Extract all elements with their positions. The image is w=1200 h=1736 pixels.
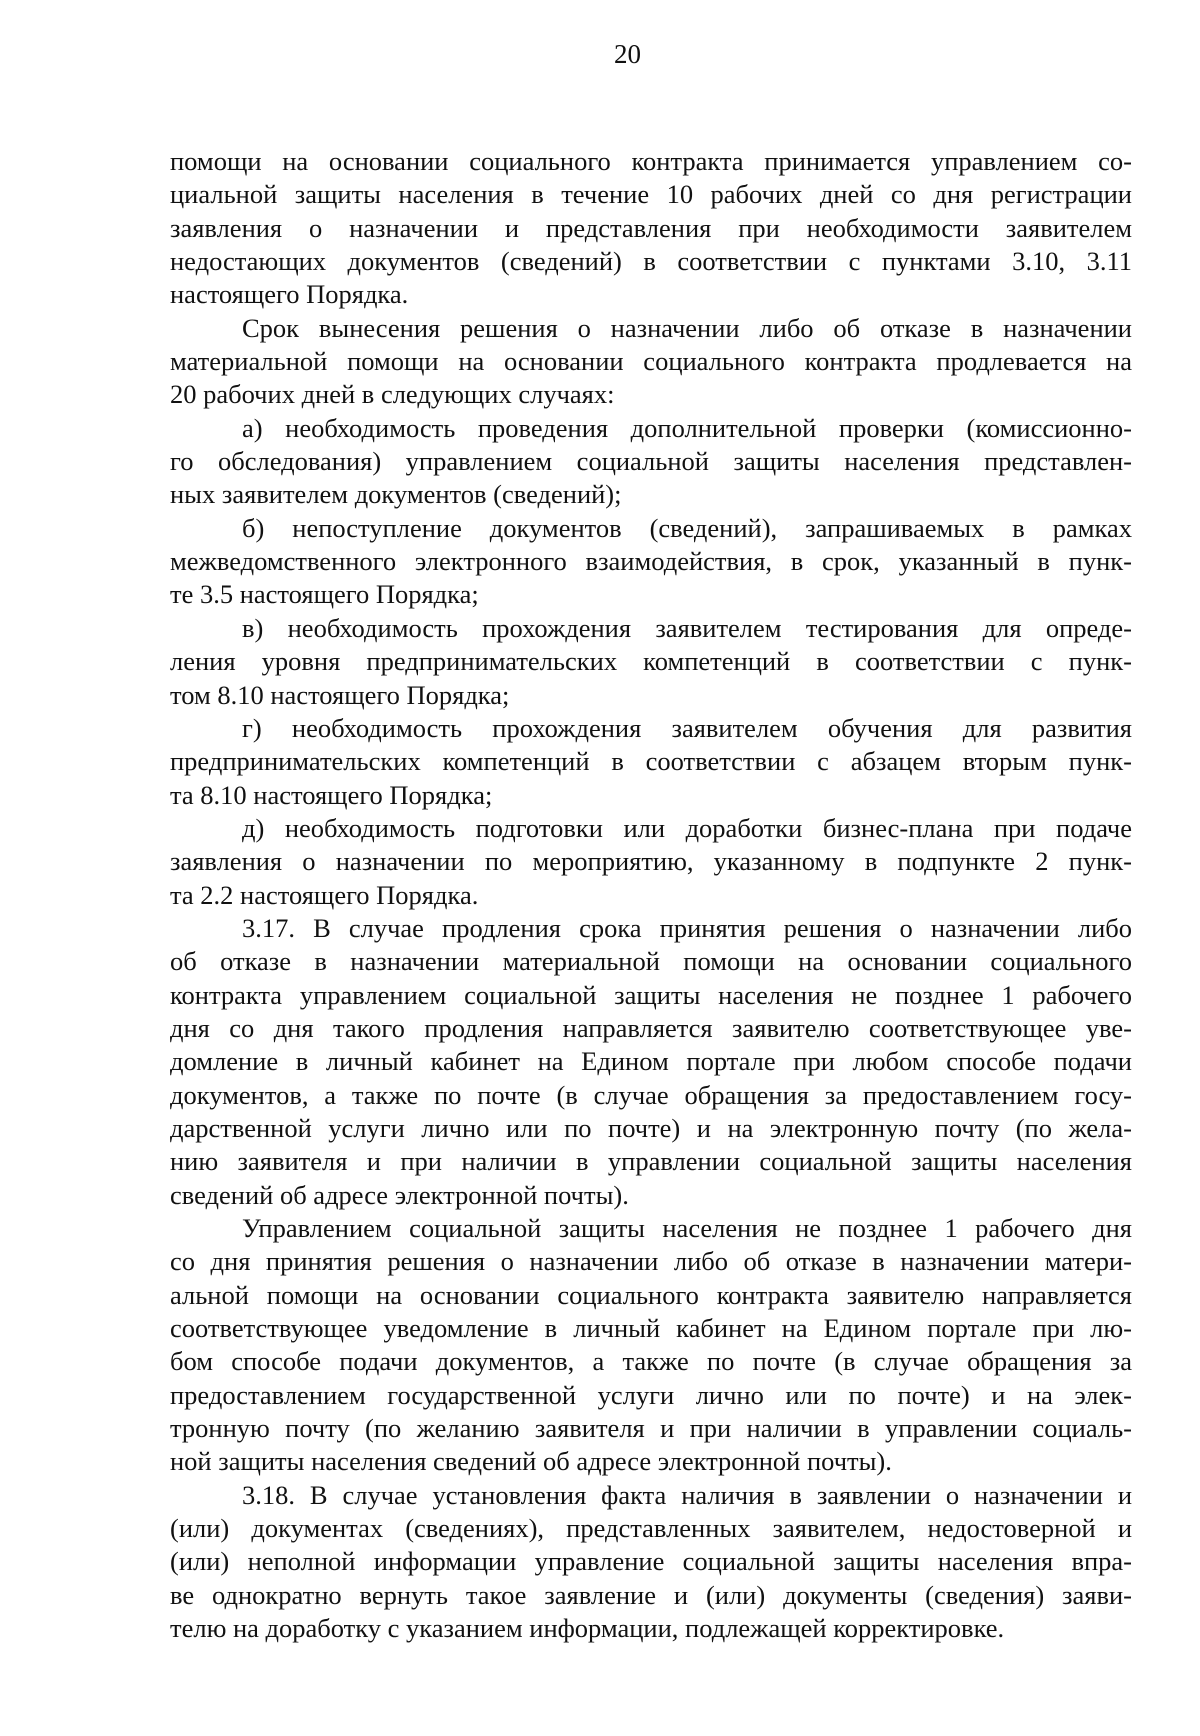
text-line: соответствующее уведомление в личный кабинет на Едином портале при лю- [170, 1313, 1132, 1344]
text-line: в) необходимость прохождения заявителем тестирования для опреде- [242, 612, 1132, 643]
text-line: ве однократно вернуть такое заявление и (или) документы (сведения) заяви- [170, 1579, 1132, 1610]
text-line: нию заявителя и при наличии в управлении социальной защиты населения [170, 1146, 1132, 1177]
text-line: 3.18. В случае установления факта наличия в заявлении о назначении и [242, 1479, 1132, 1510]
text-line: том 8.10 настоящего Порядка; [170, 679, 510, 710]
text-line: 3.17. В случае продления срока принятия решения о назначении либо [242, 912, 1132, 943]
text-line: предоставлением государственной услуги лично или по почте) и на элек- [170, 1379, 1132, 1410]
text-line: межведомственного электронного взаимодействия, в срок, указанный в пунк- [170, 546, 1132, 577]
document-body [170, 145, 1132, 1645]
text-line: об отказе в назначении материальной помощи на основании социального [170, 946, 1132, 977]
text-line: настоящего Порядка. [170, 279, 409, 310]
text-line: альной помощи на основании социального контракта заявителю направляется [170, 1279, 1132, 1310]
text-line: г) необходимость прохождения заявителем обучения для развития [242, 712, 1132, 743]
text-line: недостающих документов (сведений) в соответствии с пунктами 3.10, 3.11 [170, 246, 1132, 277]
text-line: б) непоступление документов (сведений), запрашиваемых в рамках [242, 512, 1132, 543]
text-line: ления уровня предпринимательских компетенций в соответствии с пунк- [170, 646, 1132, 677]
text-line: а) необходимость проведения дополнительной проверки (комиссионно- [242, 412, 1132, 443]
text-line: циальной защиты населения в течение 10 рабочих дней со дня регистрации [170, 179, 1132, 210]
text-line: дня со дня такого продления направляется заявителю соответствующее уве- [170, 1012, 1132, 1043]
text-line: помощи на основании социального контракта принимается управлением со- [170, 146, 1132, 176]
text-line: предпринимательских компетенций в соответствии с абзацем вторым пунк- [170, 746, 1132, 777]
text-line: бом способе подачи документов, а также по почте (в случае обращения за [170, 1346, 1132, 1377]
text-line: те 3.5 настоящего Порядка; [170, 579, 479, 610]
text-line: контракта управлением социальной защиты населения не позднее 1 рабочего [170, 979, 1132, 1010]
text-line: (или) неполной информации управление социальной защиты населения впра- [170, 1546, 1132, 1577]
text-line: заявления о назначении по мероприятию, указанному в подпункте 2 пунк- [170, 846, 1132, 877]
text-line: Срок вынесения решения о назначении либо об отказе в назначении [242, 312, 1132, 343]
text-line: Управлением социальной защиты населения не позднее 1 рабочего дня [242, 1213, 1132, 1243]
text-line: со дня принятия решения о назначении либо об отказе в назначении матери- [170, 1246, 1132, 1277]
text-line: домление в личный кабинет на Едином портале при любом способе подачи [170, 1046, 1132, 1077]
text-line: ной защиты населения сведений об адресе электронной почты). [170, 1446, 892, 1477]
text-line: заявления о назначении и представления при необходимости заявителем [170, 212, 1132, 243]
text-line: документов, а также по почте (в случае обращения за предоставлением госу- [170, 1079, 1132, 1110]
text-line: д) необходимость подготовки или доработки бизнес-плана при подаче [242, 812, 1132, 843]
text-line: материальной помощи на основании социального контракта продлевается на [170, 346, 1132, 377]
text-line: го обследования) управлением социальной защиты населения представлен- [170, 446, 1132, 477]
text-line: тронную почту (по желанию заявителя и при наличии в управлении социаль- [170, 1413, 1132, 1444]
text-line: дарственной услуги лично или по почте) и на электронную почту (по жела- [170, 1112, 1132, 1143]
page-number: 20 [614, 39, 641, 69]
text-line: телю на доработку с указанием информации, подлежащей корректировке. [170, 1613, 1005, 1644]
text-line: та 2.2 настоящего Порядка. [170, 879, 479, 910]
text-line: (или) документах (сведениях), представленных заявителем, недостоверной и [170, 1513, 1132, 1544]
text-line: сведений об адресе электронной почты). [170, 1179, 629, 1210]
text-line: та 8.10 настоящего Порядка; [170, 779, 493, 810]
text-line: ных заявителем документов (сведений); [170, 479, 622, 510]
text-line: 20 рабочих дней в следующих случаях: [170, 379, 615, 410]
